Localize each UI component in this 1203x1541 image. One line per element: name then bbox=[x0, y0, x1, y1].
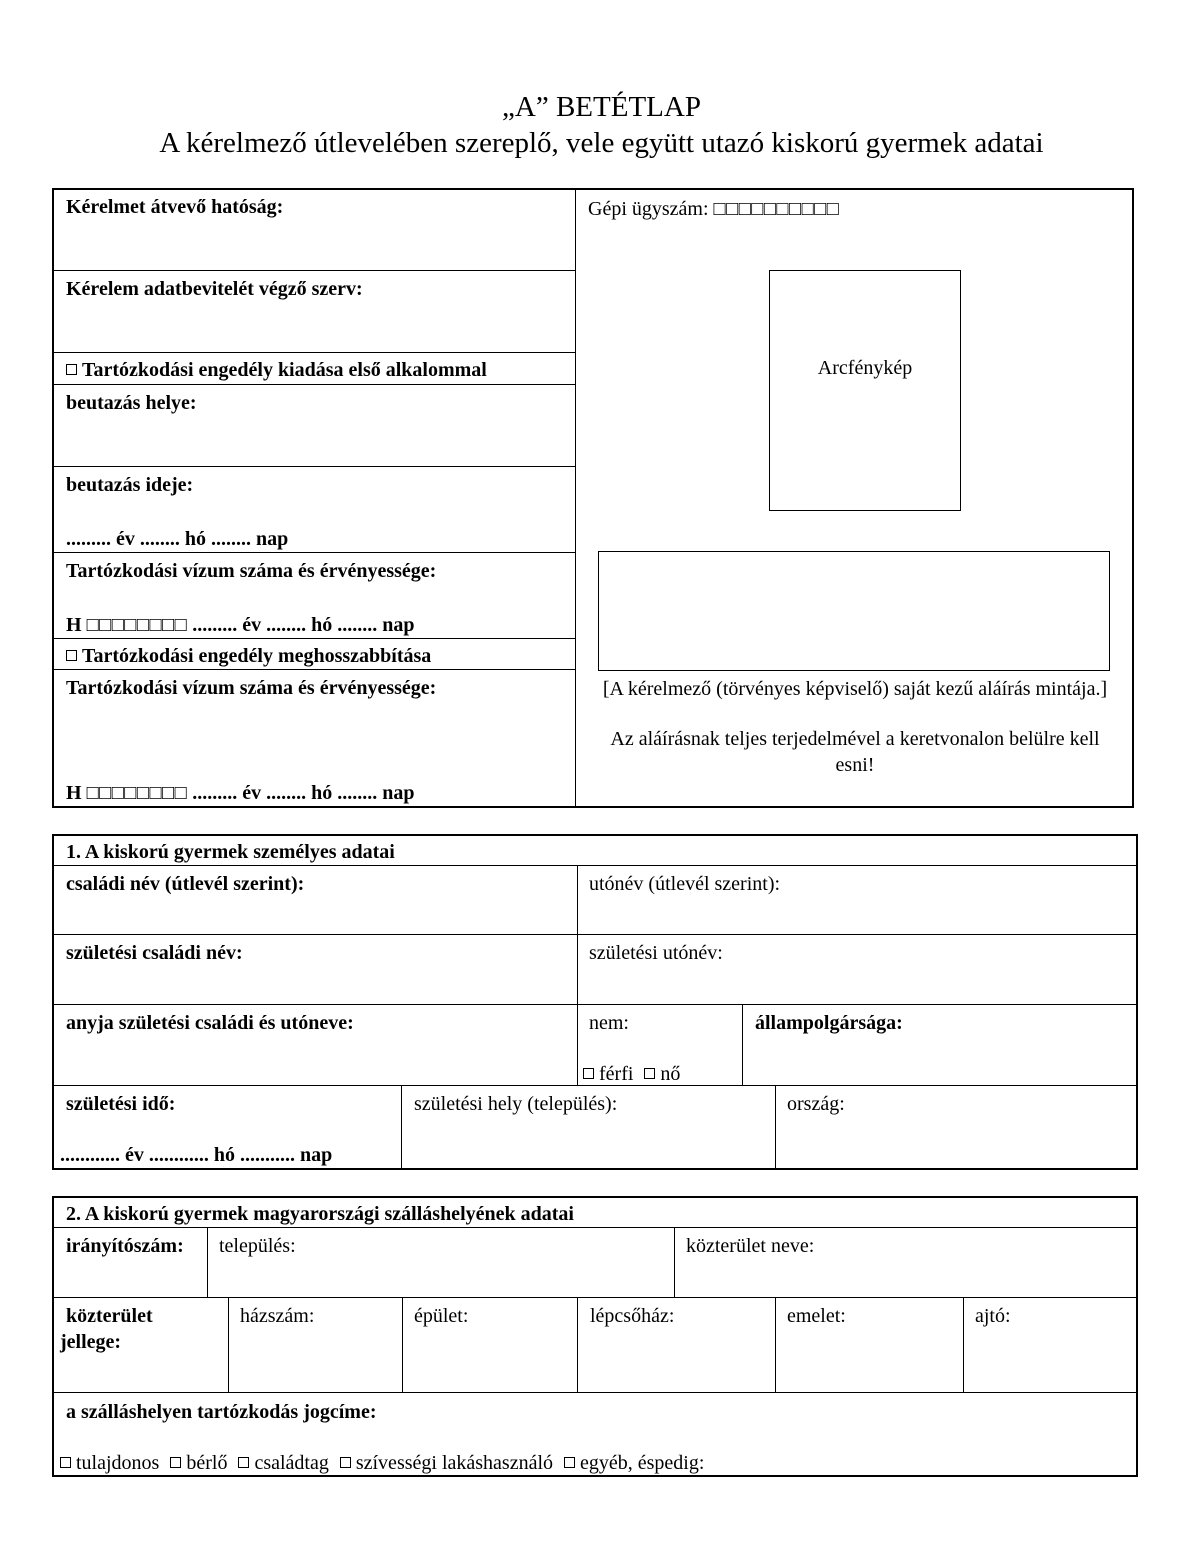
signature-note-1: [A kérelmező (törvényes képviselő) saját kezű aláírás mintája.] bbox=[602, 678, 1108, 700]
sex-female-checkbox[interactable] bbox=[644, 1068, 655, 1079]
tenure-owner-checkbox[interactable] bbox=[60, 1457, 71, 1468]
entry-date-field[interactable]: ......... év ........ hó ........ nap bbox=[66, 528, 289, 550]
photo-box[interactable] bbox=[769, 270, 961, 511]
zip-label: irányítószám: bbox=[66, 1235, 184, 1257]
citizenship-label: állampolgársága: bbox=[755, 1012, 903, 1034]
floor-label: emelet: bbox=[787, 1305, 846, 1327]
section1-title: 1. A kiskorú gyermek személyes adatai bbox=[66, 841, 395, 863]
extension-option[interactable]: Tartózkodási engedély meghosszabbítása bbox=[66, 644, 431, 668]
photo-label: Arcfénykép bbox=[817, 357, 913, 379]
house-number-label: házszám: bbox=[240, 1305, 315, 1327]
tenure-family-checkbox[interactable] bbox=[238, 1457, 249, 1468]
street-name-label: közterület neve: bbox=[686, 1235, 815, 1257]
tenure-label: a szálláshelyen tartózkodás jogcíme: bbox=[66, 1401, 377, 1423]
sex-label: nem: bbox=[589, 1012, 629, 1034]
tenure-tenant-checkbox[interactable] bbox=[170, 1457, 181, 1468]
section2-title: 2. A kiskorú gyermek magyarországi szálláshelyének adatai bbox=[66, 1203, 574, 1225]
entry-place-label: beutazás helye: bbox=[66, 392, 197, 414]
section2-frame bbox=[52, 1196, 1138, 1477]
door-label: ajtó: bbox=[975, 1305, 1011, 1327]
visa-label-2: Tartózkodási vízum száma és érvényessége: bbox=[66, 677, 437, 699]
birth-date-field[interactable]: ............ év ............ hó ........... nap bbox=[60, 1144, 333, 1166]
birth-date-label: születési idő: bbox=[66, 1093, 176, 1115]
entry-date-label: beutazás ideje: bbox=[66, 474, 194, 496]
country-label: ország: bbox=[787, 1093, 845, 1115]
birth-given-name-label: születési utónév: bbox=[589, 942, 723, 964]
first-permit-checkbox[interactable] bbox=[66, 364, 77, 375]
signature-note-2: Az aláírásnak teljes terjedelmével a keretvonalon belülre kell esni! bbox=[610, 728, 1100, 776]
form-title: „A” BETÉTLAP bbox=[502, 91, 701, 123]
visa-number-field-2[interactable]: H □□□□□□□□ ......... év ........ hó ........ nap bbox=[66, 782, 415, 804]
tenure-options[interactable]: tulajdonos bérlő családtag szívességi lakáshasználó egyéb, éspedig: bbox=[60, 1451, 704, 1475]
authority-label: Kérelmet átvevő hatóság: bbox=[66, 196, 284, 218]
first-permit-option[interactable]: Tartózkodási engedély kiadása első alkalommal bbox=[66, 358, 487, 382]
given-name-label: utónév (útlevél szerint): bbox=[589, 873, 781, 895]
extension-checkbox[interactable] bbox=[66, 650, 77, 661]
family-name-label: családi név (útlevél szerint): bbox=[66, 873, 305, 895]
signature-box[interactable] bbox=[598, 551, 1110, 671]
sex-male-checkbox[interactable] bbox=[583, 1068, 594, 1079]
town-label: település: bbox=[219, 1235, 296, 1257]
birth-family-name-label: születési családi név: bbox=[66, 942, 243, 964]
case-number-field[interactable]: Gépi ügyszám: □□□□□□□□□□ bbox=[588, 198, 840, 220]
birth-place-label: születési hely (település): bbox=[414, 1093, 618, 1115]
street-type-label-1: közterület bbox=[66, 1305, 153, 1327]
stairway-label: lépcsőház: bbox=[590, 1305, 675, 1327]
data-entry-label: Kérelem adatbevitelét végző szerv: bbox=[66, 278, 363, 300]
tenure-favor-checkbox[interactable] bbox=[340, 1457, 351, 1468]
street-type-label-2: jellege: bbox=[60, 1331, 122, 1353]
building-label: épület: bbox=[414, 1305, 469, 1327]
form-subtitle: A kérelmező útlevelében szereplő, vele együtt utazó kiskorú gyermek adatai bbox=[159, 127, 1044, 159]
visa-number-field-1[interactable]: H □□□□□□□□ ......... év ........ hó ........ nap bbox=[66, 614, 415, 636]
tenure-other-checkbox[interactable] bbox=[564, 1457, 575, 1468]
mother-name-label: anyja születési családi és utóneve: bbox=[66, 1012, 354, 1034]
visa-label-1: Tartózkodási vízum száma és érvényessége: bbox=[66, 560, 437, 582]
sex-options[interactable]: férfi nő bbox=[583, 1062, 680, 1086]
